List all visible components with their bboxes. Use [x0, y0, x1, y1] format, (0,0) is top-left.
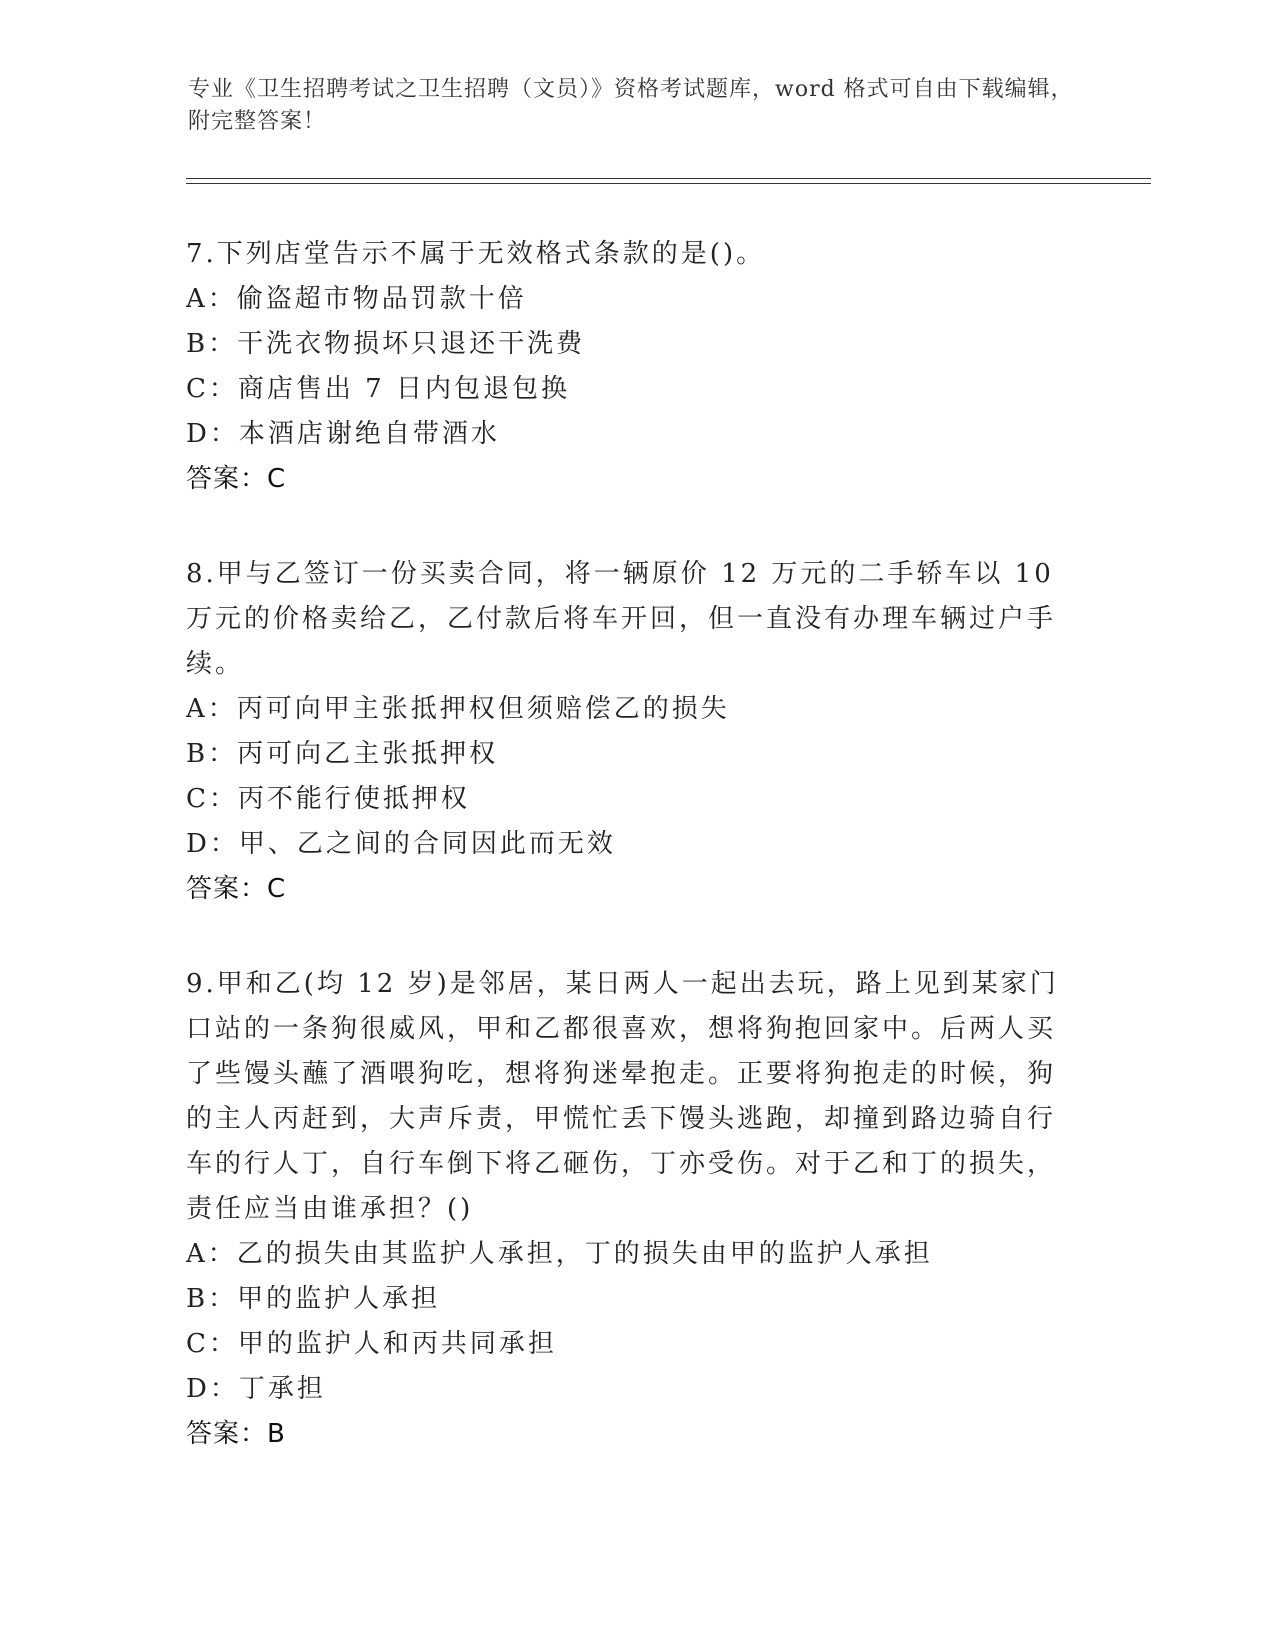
question-stem: 7.下列店堂告示不属于无效格式条款的是()。 [186, 239, 766, 269]
question-stem: 9.甲和乙(均 12 岁)是邻居，某日两人一起出去玩，路上见到某家门口站的一条狗很威风，甲和乙都很喜欢，想将狗抱回家中。后两人买了些馒头蘸了酒喂狗吃，想将狗迷晕抱走。正要将狗抱走的时候，狗的主人丙赶到，大声斥责，甲慌忙丢下馒头逃跑，却撞到路边骑自行车的行人丁，自行车倒下将乙砸伤，丁亦受伤。对于乙和丁的损失，责任应当由谁承担？() [186, 969, 1059, 1224]
option-b: B：干洗衣物损坏只退还干洗费 [186, 329, 586, 359]
option-c: C：甲的监护人和丙共同承担 [186, 1329, 557, 1359]
option-c: C：商店售出 7 日内包退包换 [186, 374, 570, 404]
option-b: B：甲的监护人承担 [186, 1284, 441, 1314]
option-c: C：丙不能行使抵押权 [186, 784, 470, 814]
question-7 [186, 232, 1066, 502]
answer: 答案：C [186, 464, 287, 494]
page-header: 专业《卫生招聘考试之卫生招聘（文员）》资格考试题库，word 格式可自由下载编辑，附完整答案！ [188, 77, 1074, 134]
option-a: A：丙可向甲主张抵押权但须赔偿乙的损失 [186, 694, 730, 724]
option-d: D：甲、乙之间的合同因此而无效 [186, 829, 616, 859]
header-divider [186, 178, 1151, 184]
question-9 [186, 962, 1066, 1457]
option-b: B：丙可向乙主张抵押权 [186, 739, 499, 769]
option-a: A：偷盗超市物品罚款十倍 [186, 284, 527, 314]
option-d: D：本酒店谢绝自带酒水 [186, 419, 500, 449]
question-stem: 8.甲与乙签订一份买卖合同，将一辆原价 12 万元的二手轿车以 10 万元的价格卖给乙，乙付款后将车开回，但一直没有办理车辆过户手续。 [186, 559, 1057, 679]
option-a: A：乙的损失由其监护人承担，丁的损失由甲的监护人承担 [186, 1239, 933, 1269]
question-8 [186, 552, 1066, 912]
answer: 答案：B [186, 1419, 286, 1449]
answer: 答案：C [186, 874, 287, 904]
option-d: D：丁承担 [186, 1374, 326, 1404]
